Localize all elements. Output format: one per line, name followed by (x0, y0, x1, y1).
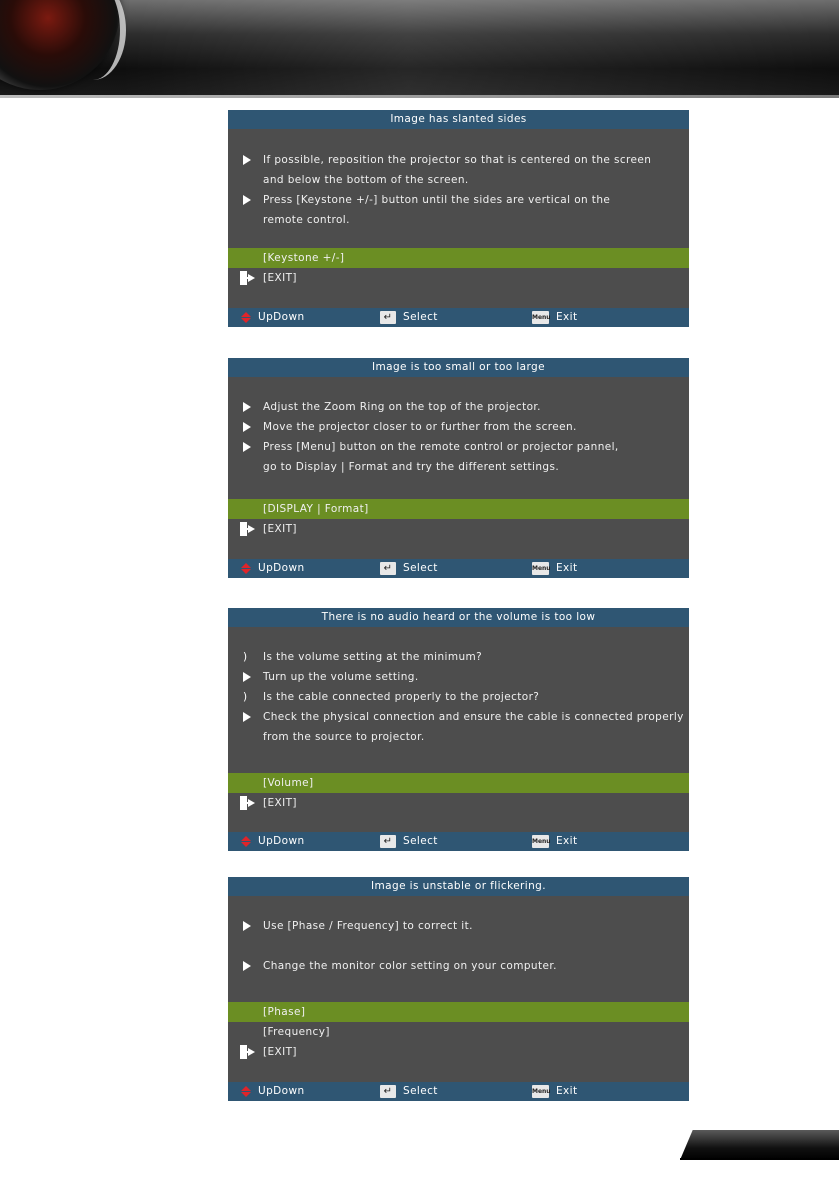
updown-icon (241, 563, 252, 574)
panel-body (228, 896, 689, 1082)
exit-label: Exit (556, 835, 578, 847)
arrow-bullet-icon (243, 921, 251, 931)
exit-icon (240, 271, 256, 285)
question-bullet: ) (243, 651, 248, 663)
menu-item-exit[interactable] (228, 268, 689, 288)
instruction-text: Is the cable connected properly to the projector? (263, 691, 540, 703)
updown-label: UpDown (258, 562, 305, 574)
menu-item-exit[interactable] (228, 519, 689, 539)
enter-key-icon: ↵ (380, 562, 396, 575)
arrow-bullet-icon (243, 155, 251, 165)
menu-item-label: [DISPLAY | Format] (263, 503, 369, 515)
exit-label: Exit (556, 311, 578, 323)
instruction-text: from the source to projector. (263, 731, 425, 743)
exit-label: Exit (556, 562, 578, 574)
panel-title: Image has slanted sides (228, 110, 689, 129)
updown-label: UpDown (258, 1085, 305, 1097)
exit-icon (240, 796, 256, 810)
menu-key-icon: Menu (532, 562, 549, 575)
osd-panel-image-size (228, 358, 689, 578)
arrow-bullet-icon (243, 672, 251, 682)
panel-footer (228, 832, 689, 851)
instruction-text: remote control. (263, 214, 350, 226)
enter-key-icon: ↵ (380, 311, 396, 324)
instruction-text: Is the volume setting at the minimum? (263, 651, 483, 663)
menu-item-label: [EXIT] (263, 523, 297, 535)
panel-body (228, 377, 689, 559)
menu-item-label: [EXIT] (263, 272, 297, 284)
updown-label: UpDown (258, 311, 305, 323)
menu-key-icon: Menu (532, 835, 549, 848)
select-label: Select (403, 835, 438, 847)
question-bullet: ) (243, 691, 248, 703)
osd-panel-slanted-sides (228, 110, 689, 327)
page-tab-underline (680, 1158, 839, 1160)
page-tab-decoration (680, 1130, 839, 1160)
menu-item-label: [Phase] (263, 1006, 306, 1018)
panel-body (228, 627, 689, 832)
exit-icon (240, 522, 256, 536)
menu-item-phase[interactable] (228, 1002, 689, 1022)
panel-title: Image is unstable or flickering. (228, 877, 689, 896)
panel-footer (228, 308, 689, 327)
enter-key-icon: ↵ (380, 1085, 396, 1098)
updown-icon (241, 1086, 252, 1097)
osd-panel-audio (228, 608, 689, 851)
arrow-bullet-icon (243, 195, 251, 205)
banner-divider (0, 95, 839, 98)
menu-item-exit[interactable] (228, 793, 689, 813)
menu-item-exit[interactable] (228, 1042, 689, 1062)
instruction-text: go to Display | Format and try the different settings. (263, 461, 560, 473)
instruction-text: Check the physical connection and ensure the cable is connected properly (263, 711, 684, 723)
arrow-bullet-icon (243, 442, 251, 452)
exit-label: Exit (556, 1085, 578, 1097)
select-label: Select (403, 562, 438, 574)
instruction-text: Adjust the Zoom Ring on the top of the projector. (263, 401, 541, 413)
menu-item-label: [Keystone +/-] (263, 252, 345, 264)
instruction-text: and below the bottom of the screen. (263, 174, 469, 186)
menu-item-display-format[interactable] (228, 499, 689, 519)
arrow-bullet-icon (243, 961, 251, 971)
menu-item-label: [EXIT] (263, 1046, 297, 1058)
instruction-text: If possible, reposition the projector so that is centered on the screen (263, 154, 652, 166)
updown-label: UpDown (258, 835, 305, 847)
panel-footer (228, 559, 689, 578)
instruction-text: Press [Menu] button on the remote control or projector pannel, (263, 441, 619, 453)
header-banner (0, 0, 839, 98)
instruction-text: Press [Keystone +/-] button until the sides are vertical on the (263, 194, 611, 206)
menu-item-frequency[interactable] (228, 1022, 689, 1042)
updown-icon (241, 312, 252, 323)
arrow-bullet-icon (243, 402, 251, 412)
menu-item-label: [Volume] (263, 777, 314, 789)
banner-sheen (120, 0, 839, 98)
select-label: Select (403, 311, 438, 323)
panel-footer (228, 1082, 689, 1101)
instruction-text: Use [Phase / Frequency] to correct it. (263, 920, 473, 932)
osd-panel-flicker (228, 877, 689, 1101)
menu-item-volume[interactable] (228, 773, 689, 793)
panel-title: Image is too small or too large (228, 358, 689, 377)
instruction-text: Turn up the volume setting. (263, 671, 419, 683)
instruction-text: Change the monitor color setting on your computer. (263, 960, 557, 972)
panel-title: There is no audio heard or the volume is too low (228, 608, 689, 627)
menu-key-icon: Menu (532, 1085, 549, 1098)
enter-key-icon: ↵ (380, 835, 396, 848)
select-label: Select (403, 1085, 438, 1097)
instruction-text: Move the projector closer to or further from the screen. (263, 421, 577, 433)
arrow-bullet-icon (243, 422, 251, 432)
menu-item-label: [Frequency] (263, 1026, 330, 1038)
updown-icon (241, 836, 252, 847)
menu-item-label: [EXIT] (263, 797, 297, 809)
menu-key-icon: Menu (532, 311, 549, 324)
exit-icon (240, 1045, 256, 1059)
menu-item-keystone[interactable] (228, 248, 689, 268)
arrow-bullet-icon (243, 712, 251, 722)
panel-body (228, 129, 689, 308)
